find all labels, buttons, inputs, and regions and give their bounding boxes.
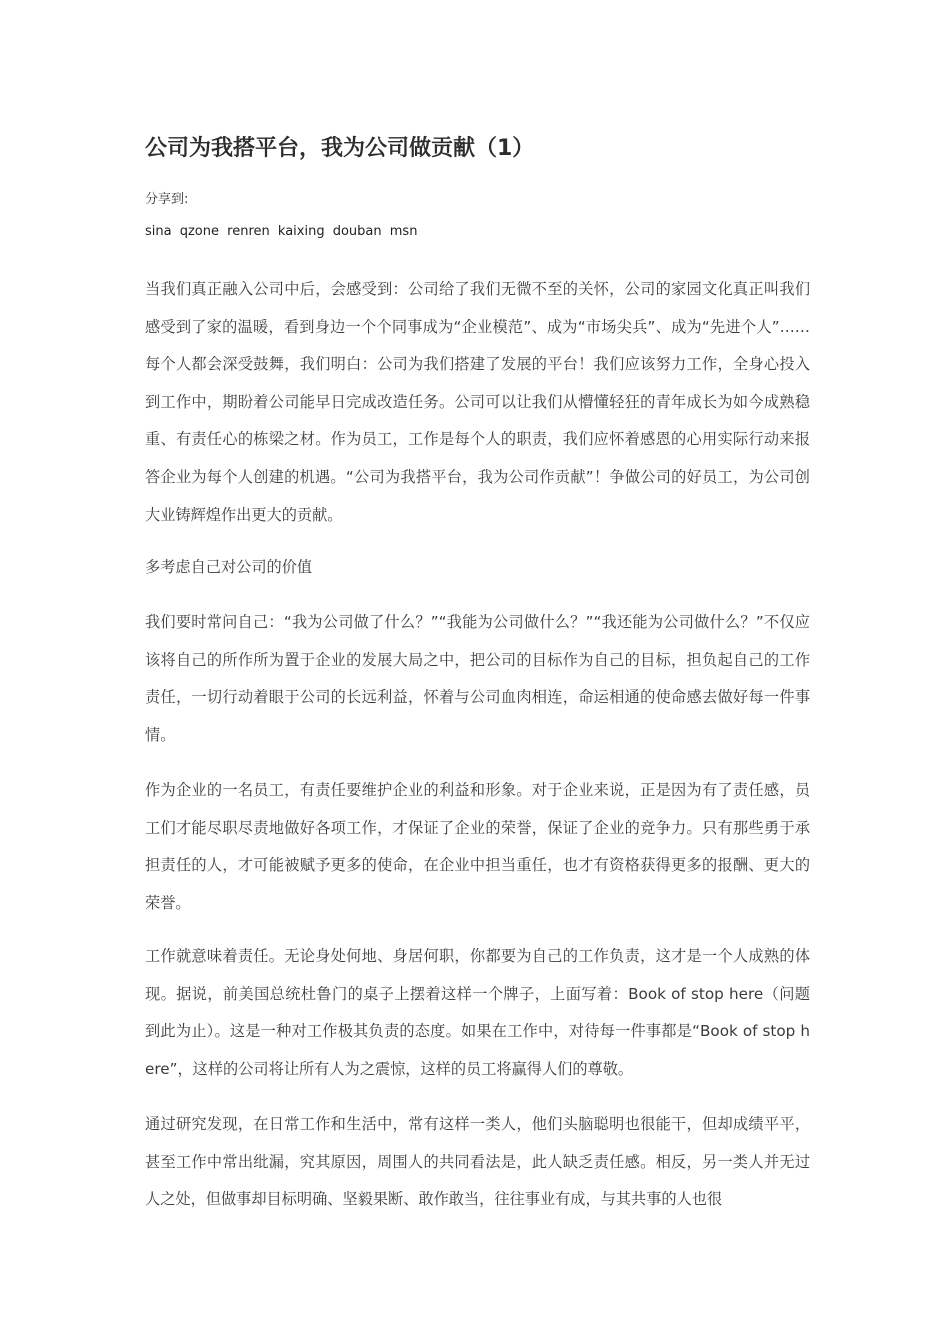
- section-heading: 多考虑自己对公司的价值: [145, 558, 313, 576]
- paragraph-research: 通过研究发现，在日常工作和生活中，常有这样一类人，他们头脑聪明也很能干，但却成绩平平，甚至工作中常出纰漏，究其原因，周围人的共同看法是，此人缺乏责任感。相反，另一类人并无过人之处，但做事却目标明确、坚毅果断、敢作敢当，往往事业有成，与其共事的人也很: [145, 1115, 810, 1209]
- share-link-renren[interactable]: renren: [227, 224, 270, 239]
- paragraph-truman: 工作就意味着责任。无论身处何地、身居何职，你都要为自己的工作负责，这才是一个人成熟的体现。据说，前美国总统杜鲁门的桌子上摆着这样一个牌子，上面写着：Book of stop here（问题到此为止）。这是一种对工作极其负责的态度。如果在工作中，对待每一件事都是“Book of stop here”，这样的公司将让所有人为之震惊，这样的员工将赢得人们的尊敬。: [145, 947, 810, 1078]
- share-label: 分享到:: [145, 192, 189, 207]
- paragraph-responsibility: 作为企业的一名员工，有责任要维护企业的利益和形象。对于企业来说，正是因为有了责任感，员工们才能尽职尽责地做好各项工作，才保证了企业的荣誉，保证了企业的竞争力。只有那些勇于承担责任的人，才可能被赋予更多的使命，在企业中担当重任，也才有资格获得更多的报酬、更大的荣誉。: [145, 781, 810, 912]
- share-link-qzone[interactable]: qzone: [179, 224, 220, 239]
- share-link-msn[interactable]: msn: [389, 224, 418, 239]
- paragraph-intro: 当我们真正融入公司中后，会感受到：公司给了我们无微不至的关怀，公司的家园文化真正叫我们感受到了家的温暖，看到身边一个个同事成为“企业模范”、成为“市场尖兵”、成为“先进个人”……每个人都会深受鼓舞，我们明白：公司为我们搭建了发展的平台！我们应该努力工作，全身心投入到工作中，期盼着公司能早日完成改造任务。公司可以让我们从懵懂轻狂的青年成长为如今成熟稳重、有责任心的栋梁之材。作为员工，工作是每个人的职责，我们应怀着感恩的心用实际行动来报答企业为每个人创建的机遇。“公司为我搭平台，我为公司作贡献”！争做公司的好员工，为公司创大业铸辉煌作出更大的贡献。: [145, 280, 810, 524]
- article-title: 公司为我搭平台，我为公司做贡献（1）: [145, 136, 535, 161]
- share-link-douban[interactable]: douban: [332, 224, 382, 239]
- share-link-sina[interactable]: sina: [145, 224, 172, 239]
- paragraph-questions: 我们要时常问自己：“我为公司做了什么？”“我能为公司做什么？”“我还能为公司做什么？”不仅应该将自己的所作所为置于企业的发展大局之中，把公司的目标作为自己的目标，担负起自己的工作责任，一切行动着眼于公司的长远利益，怀着与公司血肉相连，命运相通的使命感去做好每一件事情。: [145, 613, 810, 744]
- share-link-kaixing[interactable]: kaixing: [277, 224, 325, 239]
- share-links: [145, 223, 421, 241]
